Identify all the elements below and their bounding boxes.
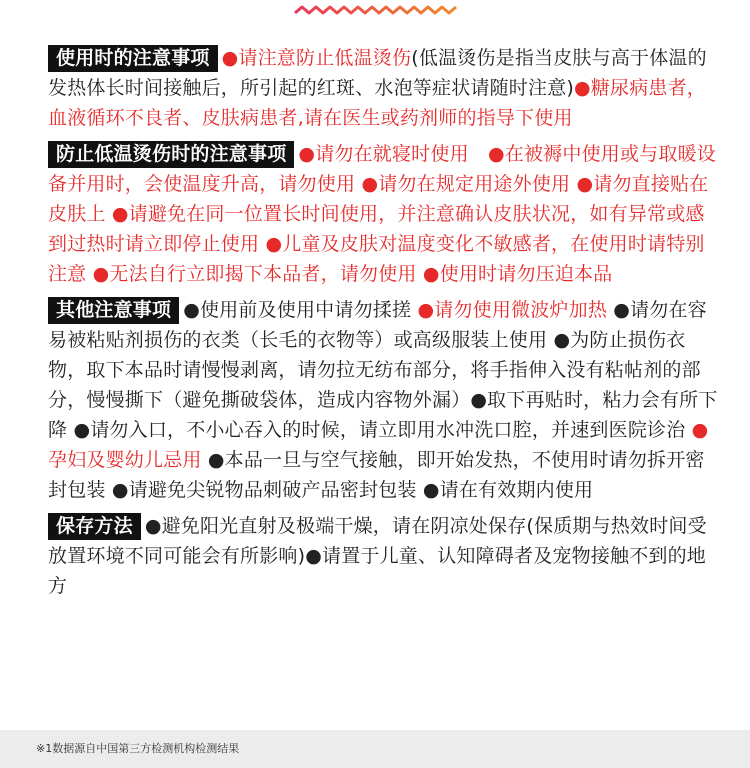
section-other-notes bbox=[48, 295, 718, 505]
notice-text: ●本品一旦与空气接触，即开始发热，不使用时请勿拆开密封包装 ●请避免尖锐物品刺破产品密封包装 ●请在有效期内使用 bbox=[48, 449, 705, 501]
section-usage-notes bbox=[48, 43, 718, 133]
section-title: 使用时的注意事项 bbox=[48, 45, 218, 72]
notice-text: ●请勿使用微波炉加热 bbox=[417, 299, 608, 321]
notice-content bbox=[48, 43, 718, 607]
notice-text: ●请注意防止低温烫伤 bbox=[221, 47, 412, 69]
section-title: 保存方法 bbox=[48, 513, 141, 540]
section-title: 防止低温烫伤时的注意事项 bbox=[48, 141, 294, 168]
notice-text: ●糖尿病患者，血液循环不良者、皮肤病患者,请在医生或药剂师的指导下使用 bbox=[48, 77, 706, 129]
notice-text: ●使用前及使用中请勿揉搓 bbox=[183, 299, 418, 321]
decorative-zigzag-icon bbox=[293, 4, 458, 16]
section-storage bbox=[48, 511, 718, 601]
section-title: 其他注意事项 bbox=[48, 297, 179, 324]
section-low-temp-burn bbox=[48, 139, 718, 289]
notice-text: (低温烫伤是指当皮肤与高于体温的发热体长时间接触后，所引起的红斑、水泡等症状请随时注意) bbox=[48, 47, 707, 99]
notice-text: ●请勿在就寝时使用 ●在被褥中使用或与取暖设备并用时，会使温度升高，请勿使用 ●请勿在规定用途外使用 ●请勿直接贴在皮肤上 ●请避免在同一位置长时间使用，并注意确认皮肤状况，如有异常或感到过热时请立即停止使用 ●儿童及皮肤对温度变化不敏感者，在使用时请特别注意 ●无法自行立即揭下本品者，请勿使用 ●使用时请勿压迫本品 bbox=[48, 143, 716, 285]
footer-bar bbox=[0, 730, 750, 768]
notice-text: ●请勿在容易被粘贴剂损伤的衣类（长毛的衣物等）或高级服装上使用 ●为防止损伤衣物，取下本品时请慢慢剥离，请勿拉无纺布部分，将手指伸入没有粘帖剂的部分，慢慢撕下（避免撕破袋体，造成内容物外漏）●取下再贴时，粘力会有所下降 ●请勿入口，不小心吞入的时候，请立即用水冲洗口腔，并速到医院诊治 bbox=[48, 299, 718, 441]
notice-text: ●孕妇及婴幼儿忌用 bbox=[48, 419, 709, 471]
notice-text: ●避免阳光直射及极端干燥，请在阴凉处保存(保质期与热效时间受放置环境不同可能会有所影响)●请置于儿童、认知障碍者及宠物接触不到的地方 bbox=[48, 515, 707, 597]
footer-note: ※1数据源自中国第三方检测机构检测结果 bbox=[36, 742, 240, 755]
